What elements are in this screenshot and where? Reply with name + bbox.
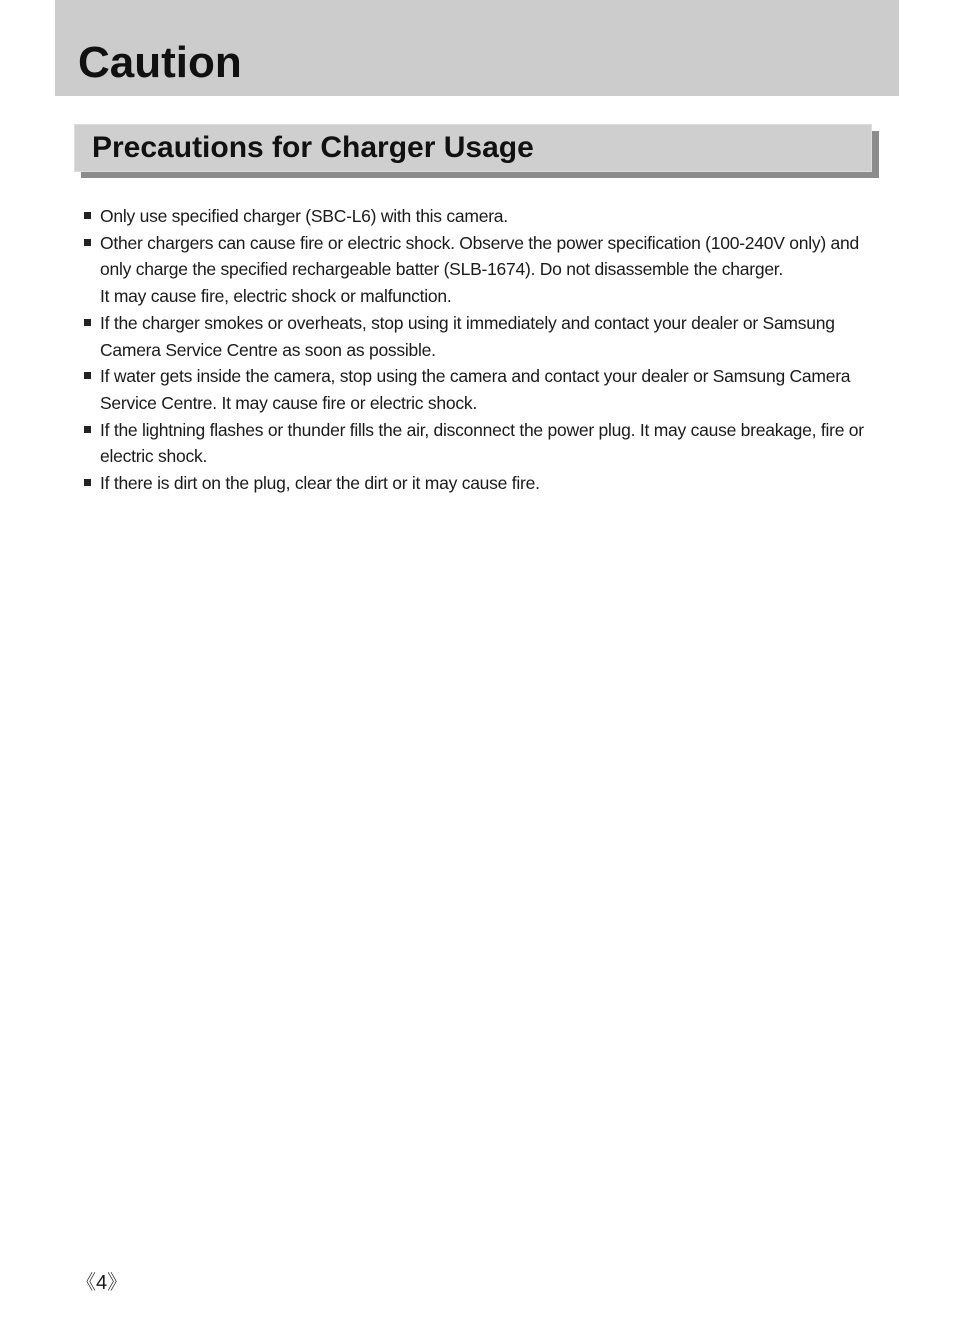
square-bullet-icon bbox=[84, 479, 91, 486]
page-number: 《4》 bbox=[76, 1272, 128, 1294]
precautions-list bbox=[82, 203, 882, 497]
list-item bbox=[82, 310, 882, 363]
list-item bbox=[82, 417, 882, 470]
section-heading-box bbox=[74, 124, 872, 172]
list-item-text: If the lightning flashes or thunder fills the air, disconnect the power plug. It may cause breakage, fire or electric shock. bbox=[100, 419, 864, 467]
page-header bbox=[55, 0, 899, 96]
square-bullet-icon bbox=[84, 212, 91, 219]
list-item-text: If the charger smokes or overheats, stop using it immediately and contact your dealer or Samsung Camera Service Centre as soon as possible. bbox=[100, 312, 835, 360]
page-title: Caution bbox=[78, 38, 242, 87]
square-bullet-icon bbox=[84, 239, 91, 246]
list-item bbox=[82, 230, 882, 310]
list-item bbox=[82, 470, 882, 497]
list-item-text-continued: It may cause fire, electric shock or malfunction. bbox=[100, 286, 452, 307]
list-item-text: If there is dirt on the plug, clear the dirt or it may cause fire. bbox=[100, 473, 540, 494]
square-bullet-icon bbox=[84, 319, 91, 326]
square-bullet-icon bbox=[84, 372, 91, 379]
section-title: Precautions for Charger Usage bbox=[92, 131, 534, 164]
list-item-text: Other chargers can cause fire or electric shock. Observe the power specification (100-240V only) and only charge the specified rechargeable batter (SLB-1674). Do not disassemble the charger. bbox=[100, 232, 859, 280]
list-item-text: Only use specified charger (SBC-L6) with this camera. bbox=[100, 206, 508, 226]
list-item-text: If water gets inside the camera, stop using the camera and contact your dealer or Samsung Camera Service Centre. It may cause fire or electric shock. bbox=[100, 366, 851, 413]
square-bullet-icon bbox=[84, 426, 91, 433]
list-item bbox=[82, 203, 882, 230]
list-item bbox=[82, 363, 882, 416]
